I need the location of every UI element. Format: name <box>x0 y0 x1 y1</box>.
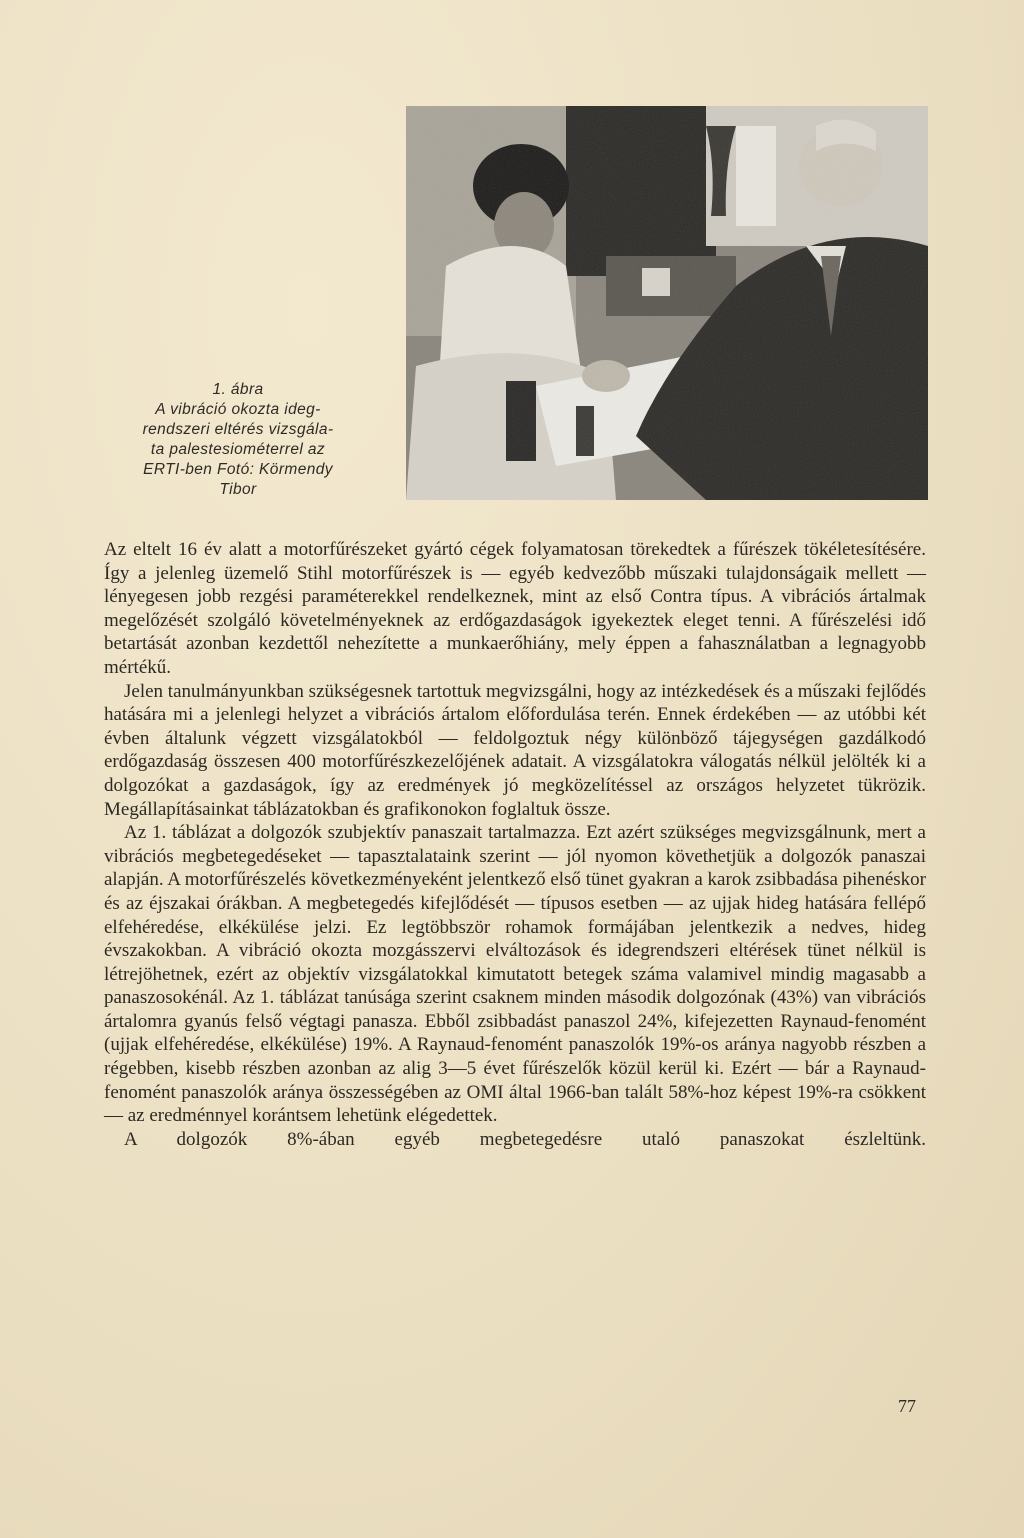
paragraph: Az 1. táblázat a dolgozók szubjektív panaszait tartalmazza. Ezt azért szükséges megvizsgálnunk, mert a vibrációs megbetegedéseket — tapasztalataink szerint — jól nyomon követhetjük a dolgozók panaszai alapján. A motorfűrészelés következményeként jelentkező első tünet gyakran a karok zsibbadása pihenéskor és az éjszakai órákban. A megbetegedés kifejlődését — típusos esetben — az ujjak hideg hatására fellépő elfehéredése, elkékülése jelzi. Ez legtöbbször rohamok formájában jelentkezik a nedves, hideg évszakokban. A vibráció okozta mozgásszervi elváltozások és idegrendszeri eltérések tünet nélkül is létrejöhetnek, ezért az objektív vizsgálatokkal kimutatott betegek száma valamivel mindig magasabb a panaszosokénál. Az 1. táblázat tanúsága szerint csaknem minden második dolgozónak (43%) van vibrációs ártalomra gyanús felső végtagi panasza. Ebből zsibbadást panaszol 24%, kifejezetten Raynaud-fenomént (ujjak elfehéredése, elkékülése) 19%. A Raynaud-fenomént panaszolók 19%-os aránya nagyobb részben a régebben, kisebb részben azonban az alig 3—5 évet fűrészelők közül kerül ki. Ezért — bár a Raynaud-fenomént panaszolók aránya összességében az OMI által 1966-ban talált 58%-hoz képest 19%-ra csökkent — az eredménnyel korántsem lehetünk elégedettek. <box>104 822 926 1127</box>
caption-line: ERTI-ben Fotó: Körmendy <box>143 461 333 478</box>
page-number: 77 <box>898 1396 916 1416</box>
caption-line: ta palestesiométerrel az <box>150 441 326 458</box>
caption-line: 1. ábra <box>212 381 264 398</box>
paragraph: A dolgozók 8%-ában egyéb megbetegedésre utaló panaszokat észleltünk. <box>124 1128 926 1150</box>
paragraph: Az eltelt 16 év alatt a motorfűrészeket gyártó cégek folyamatosan törekedtek a fűrészek tökéletesítésére. Így a jelenleg üzemelő Stihl motorfűrészek is — egyéb kedvezőbb műszaki tulajdonságaik mellett — lényegesen jobb rezgési paraméterekkel rendelkeznek, mint az első Contra típus. A vibrációs ártalmak megelőzését szolgáló követelményeknek az erdőgazdaságok igyekeztek eleget tenni. A fűrészelési idő betartását azonban kezdettől nehezítette a munkaerőhiány, mely éppen a fahasználatban a legnagyobb mértékű. <box>104 539 926 678</box>
caption-line: rendszeri eltérés vizsgála- <box>142 421 334 438</box>
figure-caption <box>98 380 378 500</box>
figure-photo <box>406 106 928 500</box>
caption-line: A vibráció okozta ideg- <box>155 401 321 418</box>
caption-line: Tibor <box>219 481 257 498</box>
article-body <box>104 538 926 1151</box>
photo-illustration <box>406 106 928 500</box>
paragraph: Jelen tanulmányunkban szükségesnek tartottuk megvizsgálni, hogy az intézkedések és a műszaki fejlődés hatására mi a jelenlegi helyzet a vibrációs ártalom előfordulása terén. Ennek érdekében — az utóbbi két évben általunk végzett vizsgálatokból — feldolgoztuk négy különböző tájegységen gazdálkodó erdőgazdaság összesen 400 motorfűrészkezelőjének adatait. A vizsgálatokra válogatás nélkül jelölték ki a dolgozókat a gazdaságok, így az eredmények jó megközelítéssel az országos helyzetet tükrözik. Megállapításainkat táblázatokban és grafikonokon foglaltuk össze. <box>104 680 926 820</box>
